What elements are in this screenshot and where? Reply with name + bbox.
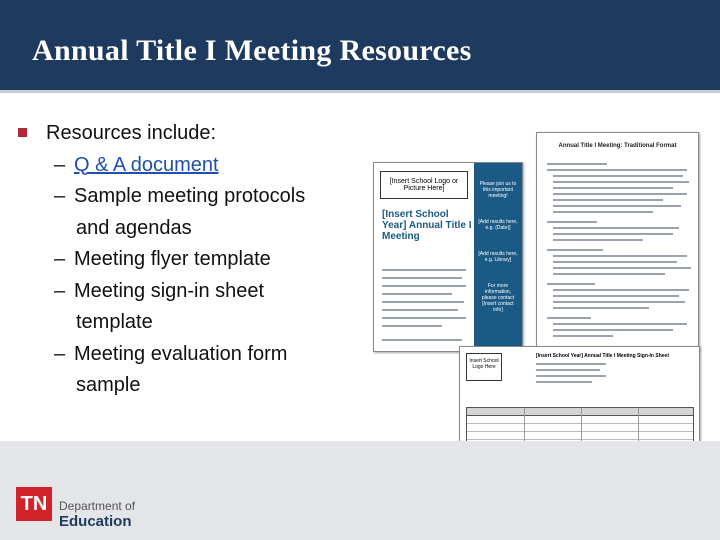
text-line: [553, 239, 643, 241]
bullet-square-icon: [18, 128, 27, 137]
text-line: [536, 369, 600, 371]
text-line: [547, 317, 591, 319]
text-line: [536, 375, 606, 377]
flyer-side-text: [Add results here, e.g. (Date)]: [478, 219, 518, 231]
dash-icon: –: [54, 342, 66, 365]
protocol-thumbnail: [536, 132, 699, 352]
text-line: [553, 289, 689, 291]
table-row: [467, 424, 693, 432]
text-line: [553, 205, 681, 207]
sub-item-text: Meeting evaluation form: [74, 342, 288, 365]
text-line: [553, 233, 673, 235]
table-row: [467, 416, 693, 424]
text-line: [382, 293, 452, 295]
text-line: [553, 187, 673, 189]
text-line: [382, 325, 442, 327]
text-line: [553, 301, 685, 303]
tn-logo: TN: [16, 487, 52, 521]
text-line: [547, 221, 597, 223]
sub-item-text: Sample meeting protocols: [74, 185, 306, 207]
sub-item-continuation: template: [76, 311, 153, 333]
text-line: [382, 269, 466, 271]
sub-item-continuation: and agendas: [76, 216, 192, 239]
bullet-intro-text: Resources include:: [46, 122, 217, 144]
text-line: [553, 199, 663, 201]
text-line: [553, 267, 691, 269]
text-line: [536, 363, 606, 365]
slide-title: Annual Title I Meeting Resources: [32, 34, 472, 67]
sub-item-continuation: sample: [76, 374, 141, 396]
signin-header: [Insert School Year] Annual Title I Meeting Sign-In Sheet: [536, 353, 669, 359]
text-line: [553, 227, 679, 229]
department-label: Department of: [59, 499, 136, 513]
sub-item-signin: [18, 276, 358, 339]
title-divider: [0, 90, 720, 93]
text-line: [553, 335, 613, 337]
footer: [0, 441, 720, 540]
text-line: [553, 211, 653, 213]
text-line: [547, 169, 687, 171]
text-line: [382, 277, 462, 279]
signin-logo-placeholder: Insert School Logo Here: [466, 353, 502, 381]
text-line: [382, 317, 466, 319]
text-line: [553, 255, 687, 257]
flyer-side-text: [Add results here, e.g. Library]: [478, 251, 518, 263]
text-line: [553, 181, 689, 183]
text-line: [382, 285, 466, 287]
text-line: [553, 307, 649, 309]
flyer-thumbnail: [373, 162, 523, 352]
flyer-logo-placeholder: [Insert School Logo or Picture Here]: [380, 171, 468, 199]
text-line: [536, 381, 592, 383]
text-line: [553, 193, 687, 195]
bullet-intro: [18, 118, 358, 150]
sub-item-text: Meeting flyer template: [74, 248, 271, 270]
sub-item-protocols: [18, 181, 358, 244]
flyer-sidebar: [474, 163, 522, 351]
text-line: [382, 309, 458, 311]
qa-document-link[interactable]: Q & A document: [74, 153, 219, 176]
protocol-title: Annual Title I Meeting: Traditional Format: [558, 143, 677, 149]
education-label: Education: [59, 513, 132, 530]
sub-item-text: Meeting sign-in sheet: [74, 279, 265, 302]
sub-item-qa[interactable]: [18, 150, 358, 182]
dash-icon: –: [54, 153, 66, 176]
sub-item-flyer: [18, 244, 358, 276]
text-line: [553, 175, 683, 177]
dash-icon: –: [54, 185, 66, 207]
table-header: [467, 408, 693, 416]
text-line: [382, 339, 462, 341]
text-line: [553, 323, 687, 325]
flyer-side-text: For more information, please contact [Insert contact info]: [481, 283, 515, 313]
flyer-title: [Insert School Year] Annual Title I Meeting: [382, 209, 472, 242]
title-bar: [0, 0, 720, 90]
text-line: [547, 283, 595, 285]
bullet-list: [18, 118, 358, 402]
dash-icon: –: [54, 279, 66, 302]
text-line: [382, 301, 464, 303]
text-line: [547, 249, 603, 251]
text-line: [553, 329, 673, 331]
dash-icon: –: [54, 248, 66, 270]
text-line: [553, 295, 679, 297]
text-line: [553, 273, 665, 275]
text-line: [547, 163, 607, 165]
flyer-side-text: Please join us to this important meeting!: [479, 181, 517, 199]
sub-item-evaluation: [18, 339, 358, 402]
table-row: [467, 432, 693, 440]
text-line: [553, 261, 677, 263]
